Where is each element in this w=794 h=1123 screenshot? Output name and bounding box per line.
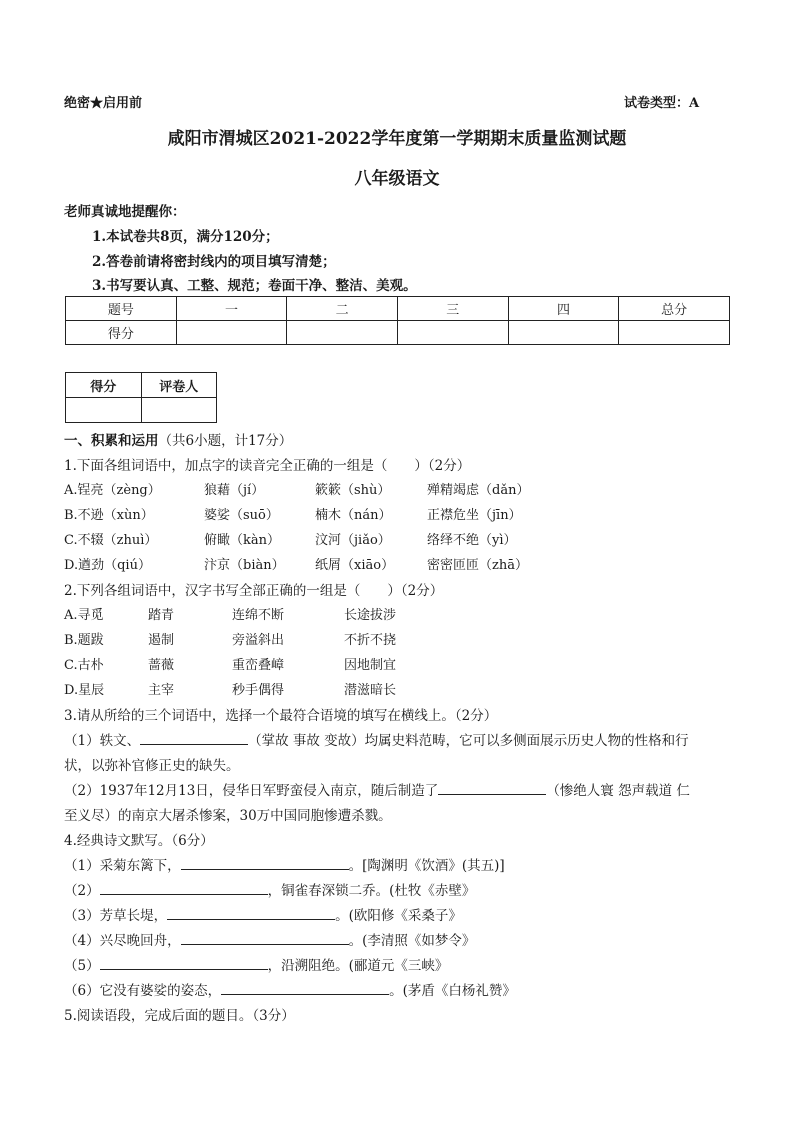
q3-blank-2[interactable]: [438, 781, 546, 795]
q2-option-word: 秒手偶得: [232, 683, 285, 698]
grader-score-header: 得分: [66, 373, 142, 398]
q1-option-word: 婆娑（suō）: [204, 508, 279, 523]
q4-blank-5[interactable]: [100, 956, 268, 970]
score-cell[interactable]: [619, 321, 730, 345]
q2-option: D.星辰: [64, 683, 105, 698]
q4-line-2: [64, 879, 475, 899]
q4-l4-prefix: （4）兴尽晚回舟，: [64, 933, 181, 949]
section-note: （共6小题，计17分）: [158, 433, 293, 449]
grader-score-cell[interactable]: [66, 398, 142, 423]
q1-option: C.不辍（zhuì）: [64, 533, 158, 548]
score-cell[interactable]: [176, 321, 287, 345]
q4-l2-prefix: （2）: [64, 883, 100, 899]
section-heading: [64, 429, 292, 449]
q2-option: C.古朴: [64, 658, 104, 673]
q2-option-word: 连绵不断: [232, 608, 285, 623]
q2-option: A.寻觅: [64, 608, 104, 623]
q3-sentence-1: [64, 729, 689, 749]
score-row-label: 得分: [66, 321, 177, 345]
q1-option-word: 楠木（nán）: [315, 508, 392, 523]
q4-l3-suffix: 。(欧阳修《采桑子》: [335, 908, 462, 924]
q4-blank-6[interactable]: [221, 981, 389, 995]
paper-type-label: 试卷类型：A: [624, 96, 700, 111]
question-1-stem: 1.下面各组词语中，加点字的读音完全正确的一组是（ ）（2分）: [64, 458, 471, 474]
score-table: [65, 296, 730, 345]
exam-title: 咸阳市渭城区2021-2022学年度第一学期期末质量监测试题: [167, 129, 627, 149]
score-table-header: 四: [508, 297, 619, 321]
q4-line-1: [64, 854, 505, 874]
q2-option-word: 主宰: [148, 683, 175, 698]
section-title: 一、积累和运用: [64, 433, 159, 449]
q4-l5-prefix: （5）: [64, 958, 100, 974]
q4-l4-suffix: 。(李清照《如梦令》: [348, 933, 476, 949]
score-cell[interactable]: [508, 321, 619, 345]
q3-s1-suffix: （掌故 事故 变故）均属史料范畴，它可以多侧面展示历史人物的性格和行: [248, 733, 689, 749]
q4-line-4: [64, 929, 475, 949]
reminder-heading: 老师真诚地提醒你：: [64, 204, 186, 220]
q3-sentence-1-cont: 状，以弥补官修正史的缺失。: [64, 758, 240, 774]
q4-line-6: [64, 979, 516, 999]
q4-l1-prefix: （1）采菊东篱下，: [64, 858, 181, 874]
q2-option-word: 旁溢斜出: [232, 633, 285, 648]
q2-option-word: 遏制: [148, 633, 175, 648]
q1-option-word: 狼藉（jí）: [204, 483, 265, 498]
q4-l5-suffix: ，沿溯阻绝。(郦道元《三峡》: [267, 958, 449, 974]
q1-option-word: 汴京（biàn）: [204, 558, 285, 573]
q2-option-word: 重峦叠嶂: [232, 658, 285, 673]
q2-option: B.题跋: [64, 633, 104, 648]
q3-blank-1[interactable]: [140, 731, 248, 745]
score-table-header: 题号: [66, 297, 177, 321]
q1-option-word: 殚精竭虑（dǎn）: [427, 483, 530, 498]
q1-option-word: 俯瞰（kàn）: [204, 533, 281, 548]
q4-l3-prefix: （3）芳草长堤，: [64, 908, 168, 924]
grader-table: [65, 372, 217, 423]
q3-s2-suffix: （惨绝人寰 怨声载道 仁: [546, 783, 690, 799]
q1-option-word: 络绎不绝（yì）: [427, 533, 517, 548]
grader-name-cell[interactable]: [141, 398, 217, 423]
question-2-stem: 2.下列各组词语中，汉字书写全部正确的一组是（ ）（2分）: [64, 583, 444, 599]
q1-option-word: 纸屑（xiāo）: [315, 558, 395, 573]
q4-blank-2[interactable]: [100, 881, 268, 895]
score-cell[interactable]: [397, 321, 508, 345]
q2-option-word: 踏青: [148, 608, 175, 623]
q4-l2-suffix: ，铜雀春深锁二乔。(杜牧《赤壁》: [267, 883, 476, 899]
q2-option-word: 因地制宜: [344, 658, 397, 673]
q4-blank-1[interactable]: [181, 856, 349, 870]
score-table-header: 三: [397, 297, 508, 321]
q2-option-word: 不折不挠: [344, 633, 397, 648]
q2-option-word: 潜滋暗长: [344, 683, 397, 698]
q1-option-word: 正襟危坐（jīn）: [427, 508, 522, 523]
q4-l6-prefix: （6）它没有婆娑的姿态，: [64, 983, 222, 999]
score-table-header: 总分: [619, 297, 730, 321]
exam-subtitle: 八年级语文: [354, 169, 440, 189]
q4-l1-suffix: 。[陶渊明《饮酒》(其五)]: [348, 858, 505, 874]
q4-blank-3[interactable]: [167, 906, 335, 920]
grader-name-header: 评卷人: [141, 373, 217, 398]
score-table-header: 一: [176, 297, 287, 321]
question-5-stem: 5.阅读语段，完成后面的题目。（3分）: [64, 1008, 295, 1024]
q3-sentence-2-cont: 至义尽）的南京大屠杀惨案，30万中国同胞惨遭杀戮。: [64, 808, 392, 824]
q4-line-5: [64, 954, 448, 974]
q3-s1-prefix: （1）轶文、: [64, 733, 141, 749]
q2-option-word: 长途拔涉: [344, 608, 397, 623]
q3-sentence-2: [64, 779, 690, 799]
q3-s2-prefix: （2）1937年12月13日，侵华日军野蛮侵入南京，随后制造了: [64, 783, 439, 799]
reminder-item: 2.答卷前请将密封线内的项目填写清楚；: [92, 254, 336, 270]
reminder-item: 1.本试卷共8页，满分120分；: [92, 229, 279, 245]
q1-option-word: 密密匝匝（zhā）: [427, 558, 528, 573]
q1-option: B.不逊（xùn）: [64, 508, 154, 523]
q1-option-word: 汶河（jiǎo）: [315, 533, 391, 548]
q1-option: A.锃亮（zèng）: [64, 483, 161, 498]
reminder-item: 3.书写要认真、工整、规范；卷面干净、整洁、美观。: [92, 278, 417, 294]
q4-l6-suffix: 。(茅盾《白杨礼赞》: [389, 983, 516, 999]
question-3-stem: 3.请从所给的三个词语中，选择一个最符合语境的填写在横线上。（2分）: [64, 708, 498, 724]
question-4-stem: 4.经典诗文默写。（6分）: [64, 833, 214, 849]
q2-option-word: 蔷薇: [148, 658, 175, 673]
score-table-header: 二: [287, 297, 398, 321]
q4-line-3: [64, 904, 462, 924]
score-cell[interactable]: [287, 321, 398, 345]
q1-option-word: 簌簌（shù）: [315, 483, 391, 498]
q4-blank-4[interactable]: [181, 931, 349, 945]
secrecy-label: 绝密★启用前: [64, 96, 143, 111]
q1-option: D.遒劲（qiú）: [64, 558, 151, 573]
